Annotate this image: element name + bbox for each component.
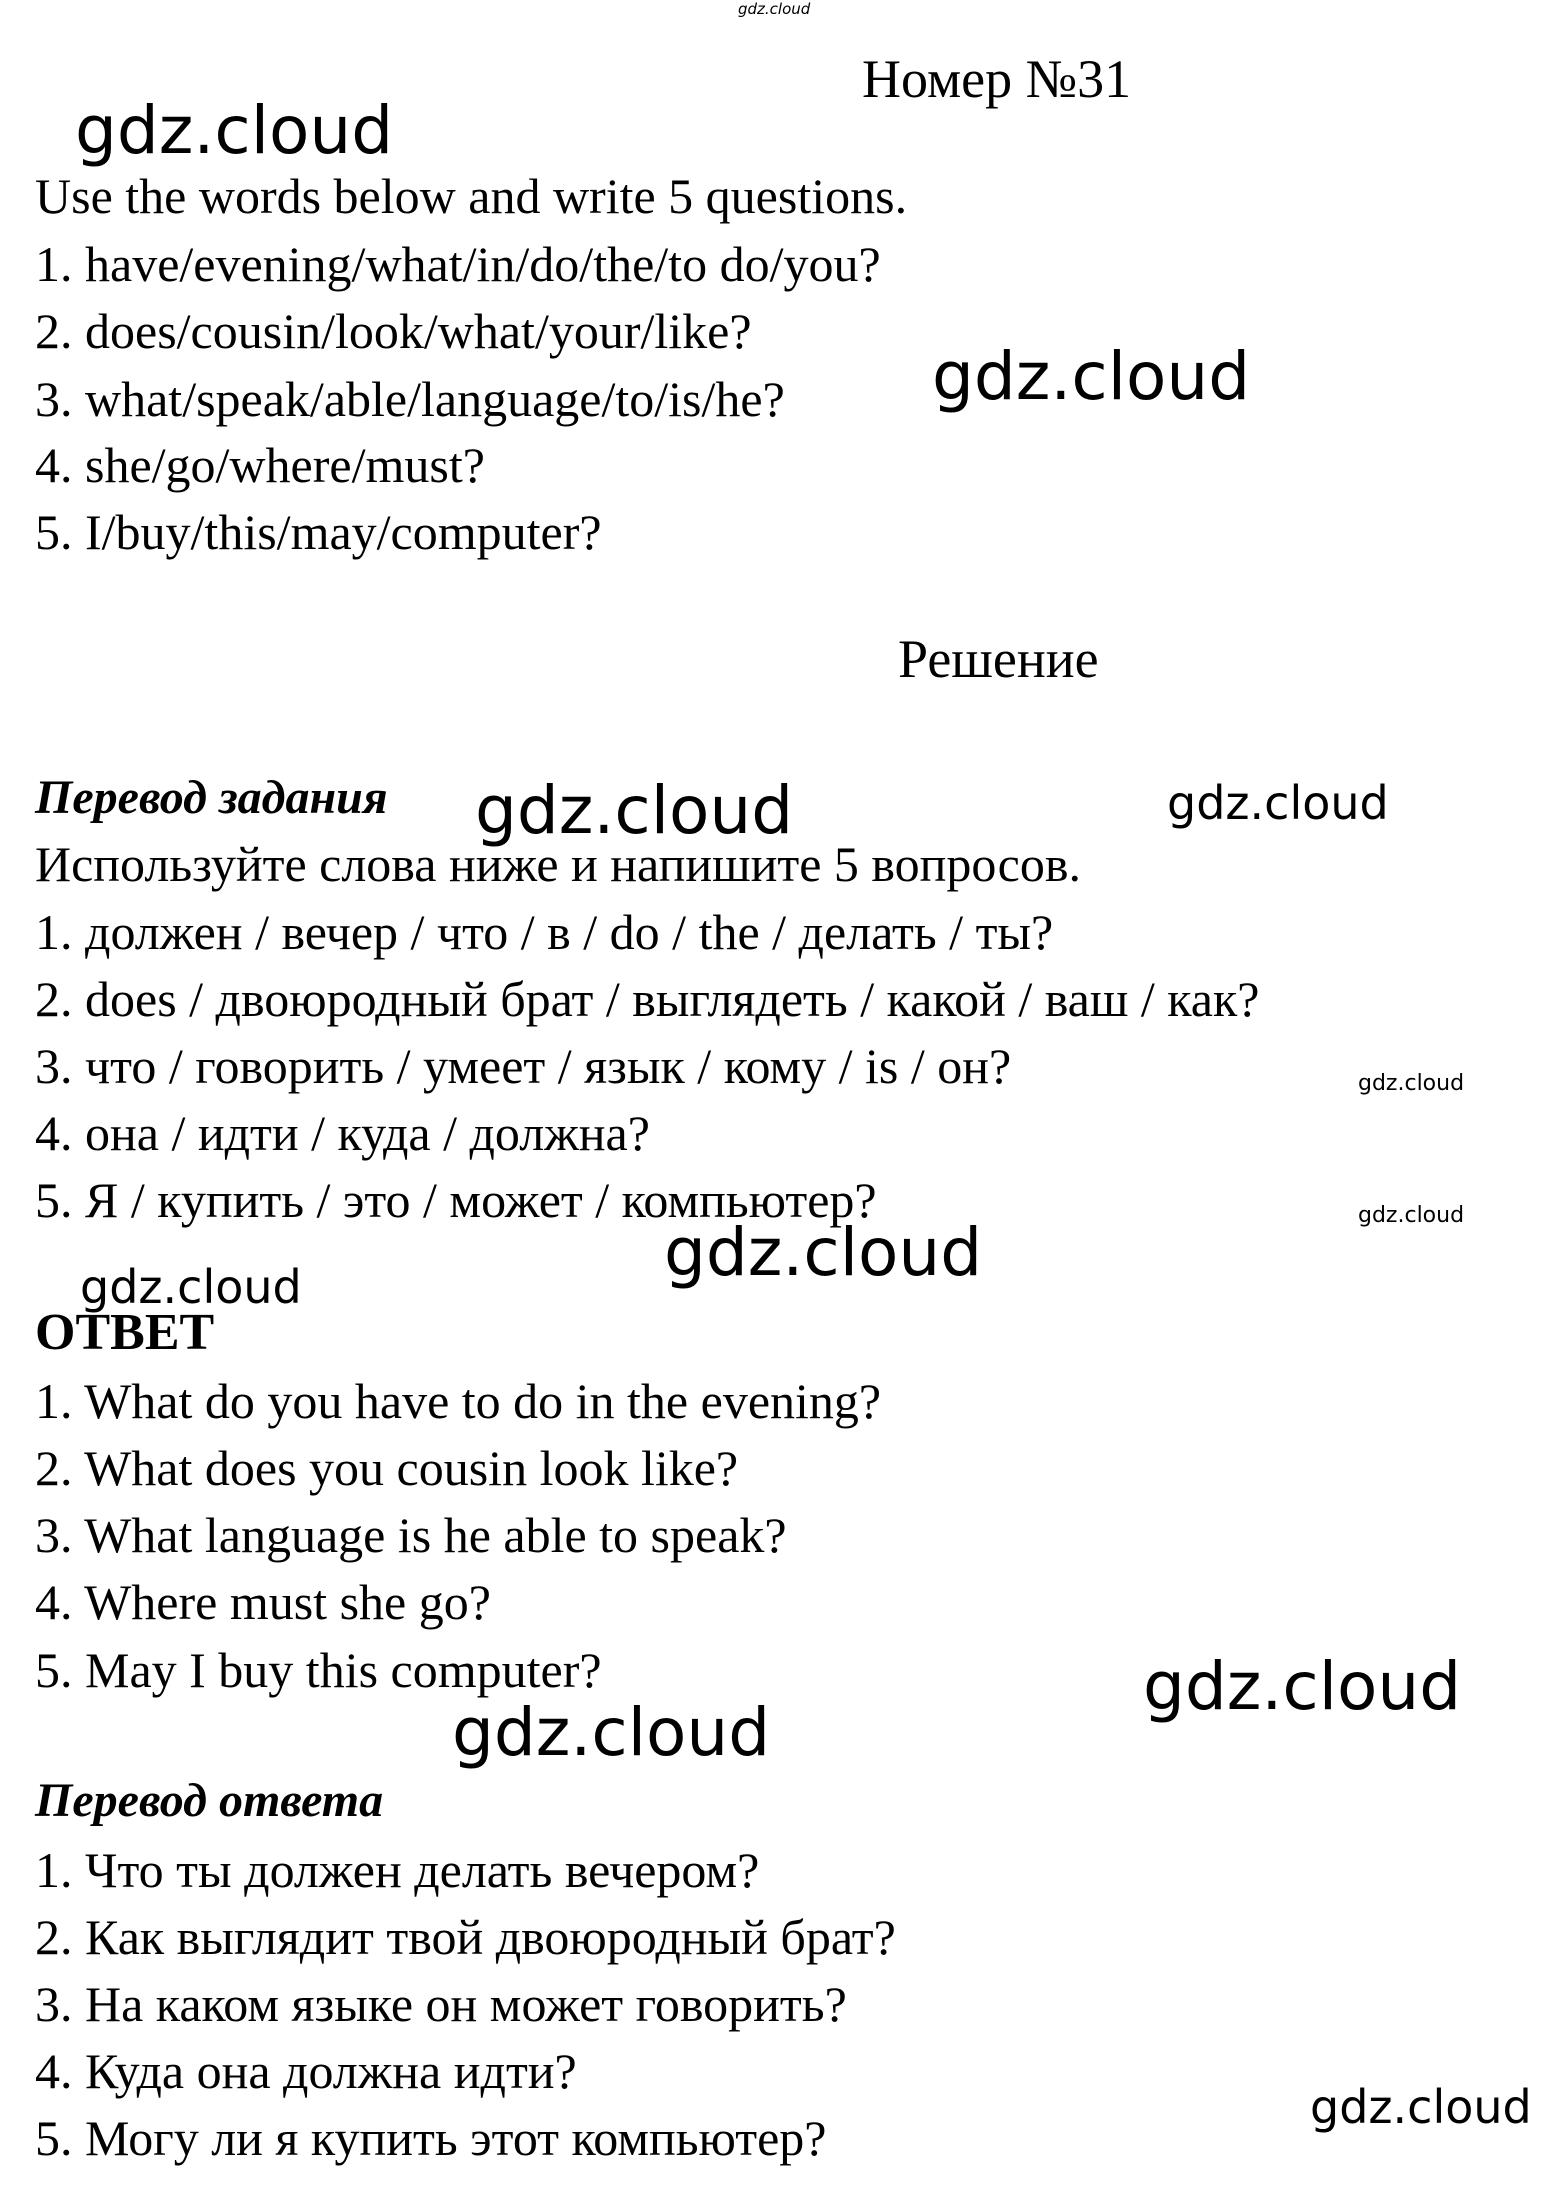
task-instruction: Use the words below and write 5 questions. — [35, 168, 908, 224]
task-translation-heading: Перевод задания — [35, 771, 388, 824]
answer-translation-item-1: 1. Что ты должен делать вечером? — [35, 1842, 760, 1898]
watermark: gdz.cloud — [1358, 1203, 1465, 1228]
task-translation-item-4: 4. она / идти / куда / должна? — [35, 1105, 650, 1161]
watermark: gdz.cloud — [80, 1260, 302, 1314]
watermark-top: gdz.cloud — [738, 0, 811, 18]
answer-item-2: 2. What does you cousin look like? — [35, 1440, 739, 1496]
watermark: gdz.cloud — [1143, 1648, 1462, 1725]
answer-item-5: 5. May I buy this computer? — [35, 1642, 602, 1698]
task-item-4: 4. she/go/where/must? — [35, 437, 485, 493]
answer-translation-item-3: 3. На каком языке он может говорить? — [35, 1976, 847, 2032]
task-translation-item-2: 2. does / двоюродный брат / выглядеть / какой / ваш / как? — [35, 971, 1260, 1027]
solution-title: Решение — [898, 629, 1099, 689]
watermark: gdz.cloud — [1310, 2080, 1532, 2134]
watermark: gdz.cloud — [452, 1694, 771, 1771]
watermark: gdz.cloud — [475, 772, 794, 849]
watermark: gdz.cloud — [664, 1214, 983, 1291]
task-translation-item-3: 3. что / говорить / умеет / язык / кому / is / он? — [35, 1038, 1012, 1094]
task-item-1: 1. have/evening/what/in/do/the/to do/you? — [35, 236, 881, 292]
task-item-5: 5. I/buy/this/may/computer? — [35, 504, 602, 560]
task-item-3: 3. what/speak/able/language/to/is/he? — [35, 371, 785, 427]
answer-item-1: 1. What do you have to do in the evening? — [35, 1373, 882, 1429]
watermark: gdz.cloud — [932, 338, 1251, 415]
task-translation-item-1: 1. должен / вечер / что / в / do / the / делать / ты? — [35, 904, 1054, 960]
answer-item-3: 3. What language is he able to speak? — [35, 1507, 787, 1563]
answer-translation-item-4: 4. Куда она должна идти? — [35, 2043, 577, 2099]
answer-heading: ОТВЕТ — [35, 1304, 215, 1361]
task-item-2: 2. does/cousin/look/what/your/like? — [35, 303, 752, 359]
task-translation-instruction: Используйте слова ниже и напишите 5 вопросов. — [35, 836, 1081, 892]
watermark: gdz.cloud — [75, 92, 394, 169]
watermark: gdz.cloud — [1358, 1071, 1465, 1096]
answer-translation-item-5: 5. Могу ли я купить этот компьютер? — [35, 2110, 827, 2166]
answer-translation-heading: Перевод ответа — [35, 1774, 384, 1827]
number-title: Номер №31 — [862, 49, 1132, 109]
task-translation-item-5: 5. Я / купить / это / может / компьютер? — [35, 1172, 877, 1228]
watermark: gdz.cloud — [1167, 776, 1389, 830]
answer-translation-item-2: 2. Как выглядит твой двоюродный брат? — [35, 1909, 896, 1965]
answer-item-4: 4. Where must she go? — [35, 1574, 491, 1630]
